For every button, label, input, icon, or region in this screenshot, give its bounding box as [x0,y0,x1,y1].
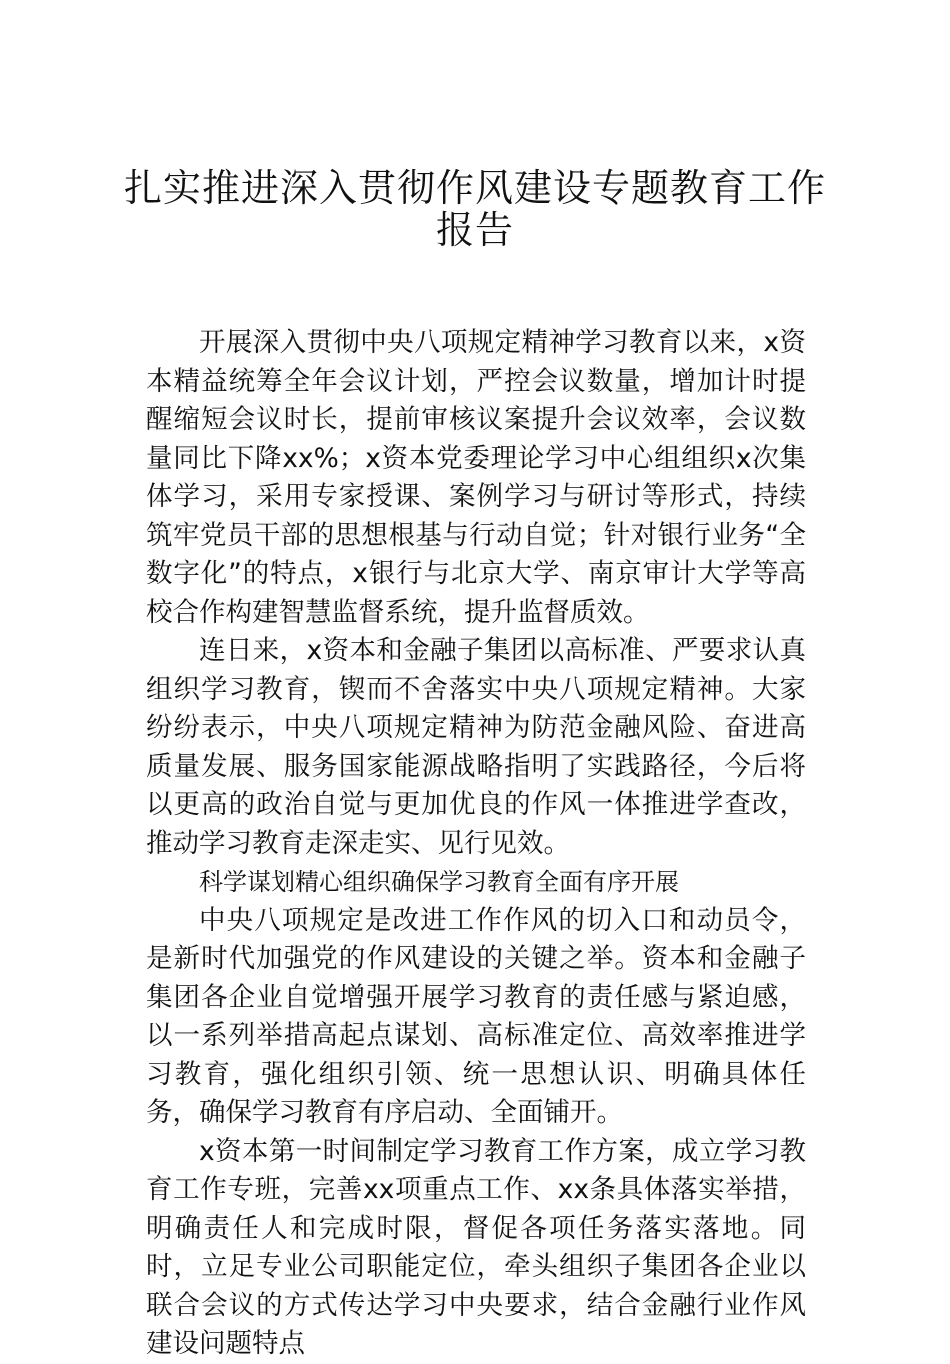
document-title-line-2: 报告 [435,208,514,252]
section-heading: 科学谋划精心组织确保学习教育全面有序开展 [199,868,679,896]
paragraph-4: x资本第一时间制定学习教育工作方案，成立学习教育工作专班，完善xx项重点工作、xx条具体落实举措，明确责任人和完成时限，督促各项任务落实落地。同时，立足专业公司职能定位，牵头组织子集团各企业以联合会议的方式传达学习中央要求，结合金融行业作风建设问题特点 [146,1135,806,1359]
paragraph-1: 开展深入贯彻中央八项规定精神学习教育以来，x资本精益统筹全年会议计划，严控会议数量，增加计时提醒缩短会议时长，提前审核议案提升会议效率，会议数量同比下降xx%；x资本党委理论学习中心组组织x次集体学习，采用专家授课、案例学习与研讨等形式，持续筑牢党员干部的思想根基与行动自觉；针对银行业务“全数字化”的特点，x银行与北京大学、南京审计大学等高校合作构建智慧监督系统，提升监督质效。 [146,327,806,628]
document-body [146,324,806,1364]
paragraph-2: 连日来，x资本和金融子集团以高标准、严要求认真组织学习教育，锲而不舍落实中央八项规定精神。大家纷纷表示，中央八项规定精神为防范金融风险、奋进高质量发展、服务国家能源战略指明了实践路径，今后将以更高的政治自觉与更加优良的作风一体推进学查改，推动学习教育走深走实、见行见效。 [146,635,806,859]
document-title-line-1: 扎实推进深入贯彻作风建设专题教育工作 [123,166,826,210]
paragraph-3: 中央八项规定是改进工作作风的切入口和动员令，是新时代加强党的作风建设的关键之举。资本和金融子集团各企业自觉增强开展学习教育的责任感与紧迫感，以一系列举措高起点谋划、高标准定位、高效率推进学习教育，强化组织引领、统一思想认识、明确具体任务，确保学习教育有序启动、全面铺开。 [146,904,806,1128]
